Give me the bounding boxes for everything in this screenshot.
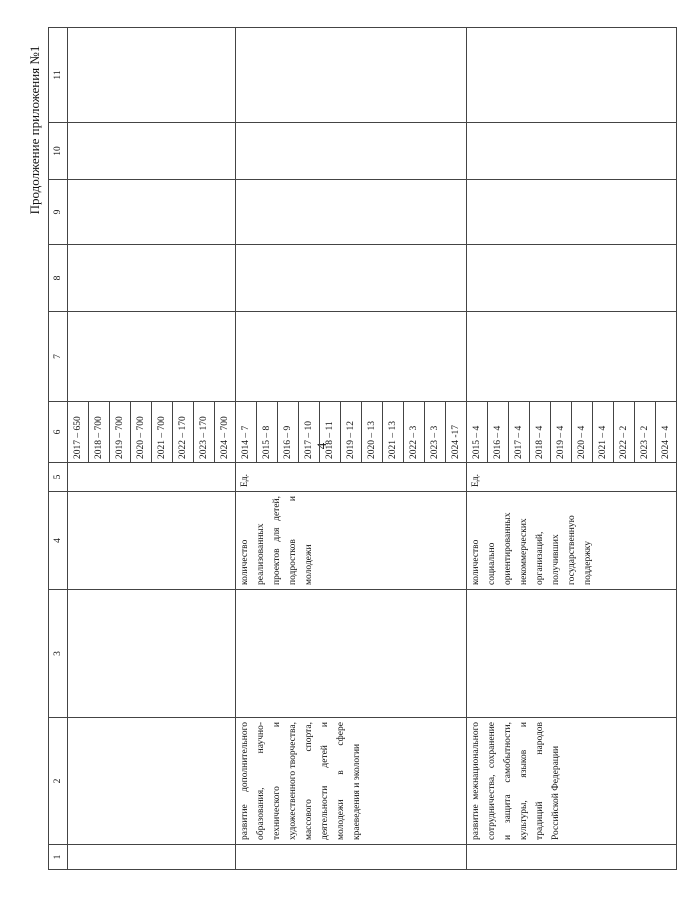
cell-col8 bbox=[68, 245, 236, 312]
cell-col3 bbox=[68, 590, 236, 718]
cell-col10 bbox=[236, 123, 467, 180]
value-item: 2023 – 170 bbox=[194, 402, 215, 462]
value-item: 2021 – 13 bbox=[383, 402, 404, 462]
cell-col1 bbox=[68, 845, 236, 870]
value-item: 2024 -17 bbox=[451, 424, 461, 459]
values-list bbox=[236, 402, 466, 462]
cell-col4: количество реализованных проектов для детей, подростков и молодежи bbox=[236, 492, 467, 590]
value-item: 2023 – 3 bbox=[425, 402, 446, 462]
value-item: 2022 – 170 bbox=[173, 402, 194, 462]
value-item: 2020 – 4 bbox=[572, 402, 593, 462]
cell-col2 bbox=[68, 718, 236, 845]
header-cell-1: 1 bbox=[49, 845, 68, 870]
cell-col9 bbox=[236, 180, 467, 245]
cell-col3 bbox=[236, 590, 467, 718]
value-item: 2024 – 4 bbox=[661, 425, 671, 459]
cell-col2: развитие дополнительного образования, научно-технического и художественного творчества, массового спорта, деятельности детей и молодежи в сфере краеведения и экологии bbox=[236, 718, 467, 845]
header-cell-10: 10 bbox=[49, 123, 68, 180]
header-cell-5: 5 bbox=[49, 463, 68, 492]
header-cell-2: 2 bbox=[49, 718, 68, 845]
cell-col2: развитие межнационального сотрудничества, сохранение и защита самобытности, культуры, языков и традиций народов Российской Федерации bbox=[467, 718, 677, 845]
cell-col1 bbox=[236, 845, 467, 870]
cell-col7 bbox=[467, 312, 677, 402]
value-item: 2015 – 4 bbox=[467, 402, 488, 462]
value-item: 2023 – 2 bbox=[635, 402, 656, 462]
table-row bbox=[467, 28, 677, 870]
value-item: 2018 – 11 bbox=[320, 402, 341, 462]
cell-col3 bbox=[467, 590, 677, 718]
value-item: 2018 – 700 bbox=[89, 402, 110, 462]
continuation-label: Продолжение приложения №1 bbox=[27, 45, 42, 215]
values-list bbox=[68, 402, 235, 462]
cell-col4: количество социально ориентированных некоммерческих организаций, получивших государственную поддержку bbox=[467, 492, 677, 590]
cell-col9 bbox=[68, 180, 236, 245]
table-row bbox=[68, 28, 236, 870]
value-item: 2014 – 7 bbox=[236, 402, 257, 462]
cell-col8 bbox=[236, 245, 467, 312]
table-row bbox=[236, 28, 467, 870]
cell-col10 bbox=[68, 123, 236, 180]
cell-col7 bbox=[236, 312, 467, 402]
value-item: 2018 – 4 bbox=[530, 402, 551, 462]
value-item: 2022 – 2 bbox=[614, 402, 635, 462]
header-cell-6: 6 bbox=[49, 402, 68, 463]
value-item: 2020 – 700 bbox=[131, 402, 152, 462]
value-item: 2017 – 650 bbox=[68, 402, 89, 462]
value-item: 2016 – 9 bbox=[278, 402, 299, 462]
cell-unit bbox=[68, 463, 236, 492]
cell-values bbox=[467, 402, 677, 463]
cell-col10 bbox=[467, 123, 677, 180]
value-item: 2020 – 13 bbox=[362, 402, 383, 462]
values-list bbox=[467, 402, 676, 462]
value-item: 2017 – 10 bbox=[299, 402, 320, 462]
value-item: 2019 – 12 bbox=[341, 402, 362, 462]
cell-unit: Ед. bbox=[236, 463, 467, 492]
rotated-table-container bbox=[48, 28, 671, 870]
header-cell-9: 9 bbox=[49, 180, 68, 245]
cell-col8 bbox=[467, 245, 677, 312]
value-item: 2019 – 700 bbox=[110, 402, 131, 462]
header-cell-7: 7 bbox=[49, 312, 68, 402]
value-item: 2021 – 700 bbox=[152, 402, 173, 462]
cell-col9 bbox=[467, 180, 677, 245]
cell-col4 bbox=[68, 492, 236, 590]
header-cell-3: 3 bbox=[49, 590, 68, 718]
indicators-table bbox=[48, 27, 677, 870]
header-cell-11: 11 bbox=[49, 28, 68, 123]
cell-values bbox=[68, 402, 236, 463]
header-cell-4: 4 bbox=[49, 492, 68, 590]
cell-col11 bbox=[68, 28, 236, 123]
cell-col7 bbox=[68, 312, 236, 402]
header-row bbox=[49, 28, 68, 870]
value-item: 2015 – 8 bbox=[257, 402, 278, 462]
page-number: 4 bbox=[314, 442, 329, 450]
value-item: 2017 – 4 bbox=[509, 402, 530, 462]
value-item: 2019 – 4 bbox=[551, 402, 572, 462]
cell-unit: Ед. bbox=[467, 463, 677, 492]
value-item: 2024 – 700 bbox=[220, 416, 230, 459]
value-item: 2016 – 4 bbox=[488, 402, 509, 462]
cell-values bbox=[236, 402, 467, 463]
value-item: 2021 – 4 bbox=[593, 402, 614, 462]
value-item: 2022 – 3 bbox=[404, 402, 425, 462]
cell-col11 bbox=[236, 28, 467, 123]
header-cell-8: 8 bbox=[49, 245, 68, 312]
table-sheet bbox=[48, 28, 671, 870]
cell-col11 bbox=[467, 28, 677, 123]
cell-col1 bbox=[467, 845, 677, 870]
